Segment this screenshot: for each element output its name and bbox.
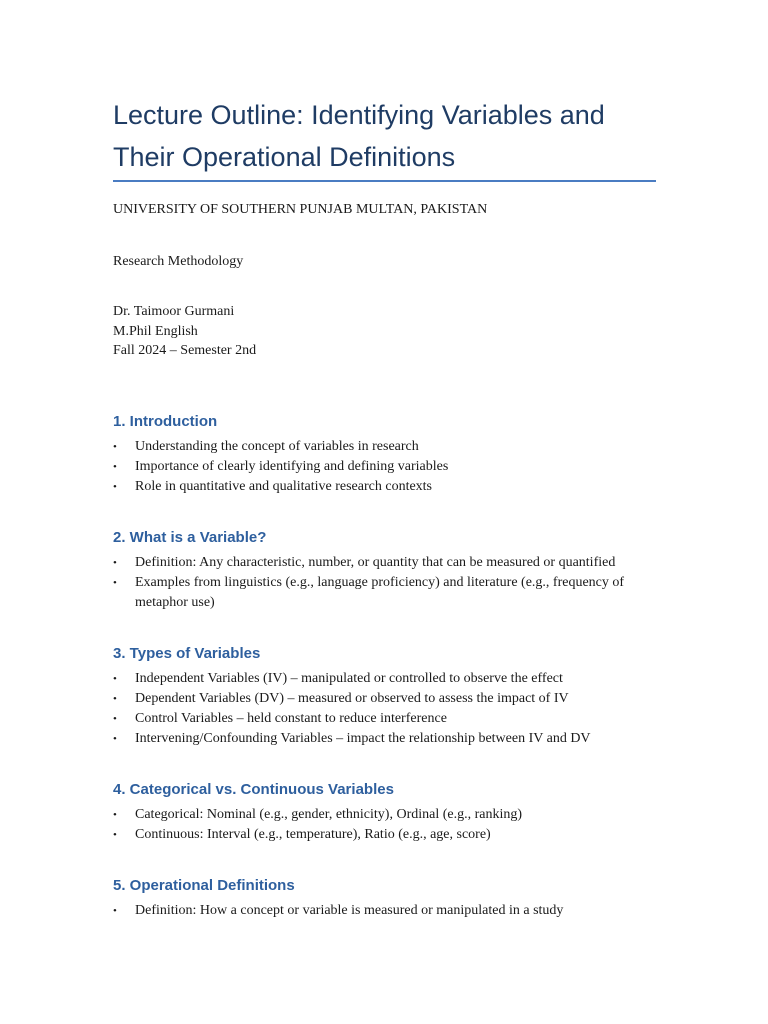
bullet-icon: •: [113, 829, 117, 841]
section-heading: 2. What is a Variable?: [113, 529, 267, 546]
bullet-icon: •: [113, 809, 117, 821]
bullet-icon: •: [113, 481, 117, 493]
list-item-text: Definition: Any characteristic, number, or quantity that can be measured or quantified: [135, 555, 616, 570]
list-item: [113, 709, 673, 729]
list-item: [113, 729, 673, 749]
bullet-list: [113, 669, 673, 749]
bullet-list: [113, 553, 673, 613]
instructor-name: Dr. Taimoor Gurmani: [113, 304, 235, 319]
list-item: [113, 825, 673, 845]
list-item: [113, 901, 673, 921]
list-item-text: Definition: How a concept or variable is measured or manipulated in a study: [135, 903, 564, 918]
bullet-icon: •: [113, 693, 117, 705]
bullet-list: [113, 901, 673, 921]
bullet-icon: •: [113, 557, 117, 569]
bullet-icon: •: [113, 733, 117, 745]
program-name: M.Phil English: [113, 324, 198, 339]
term-label: Fall 2024 – Semester 2nd: [113, 343, 257, 358]
list-item: [113, 553, 673, 573]
list-item-text: Control Variables – held constant to reduce interference: [135, 711, 447, 726]
bullet-icon: •: [113, 441, 117, 453]
list-item-text: Continuous: Interval (e.g., temperature), Ratio (e.g., age, score): [135, 827, 491, 842]
bullet-icon: •: [113, 713, 117, 725]
section-categorical-vs-continuous: [113, 780, 673, 845]
list-item-text: Categorical: Nominal (e.g., gender, ethnicity), Ordinal (e.g., ranking): [135, 807, 523, 822]
section-heading: 1. Introduction: [113, 413, 218, 430]
list-item: [113, 669, 673, 689]
list-item: [113, 689, 673, 709]
bullet-list: [113, 805, 673, 845]
section-operational-definitions: [113, 876, 673, 921]
bullet-icon: •: [113, 905, 117, 917]
bullet-icon: •: [113, 673, 117, 685]
section-heading: 3. Types of Variables: [113, 645, 261, 662]
list-item: [113, 573, 673, 613]
bullet-icon: •: [113, 461, 117, 473]
section-introduction: [113, 412, 673, 497]
list-item-text: Understanding the concept of variables in research: [135, 439, 419, 454]
list-item: [113, 805, 673, 825]
section-heading: 4. Categorical vs. Continuous Variables: [113, 781, 394, 798]
bullet-icon: •: [113, 577, 117, 589]
section-what-is-variable: [113, 528, 673, 613]
list-item: [113, 477, 673, 497]
list-item-text: Role in quantitative and qualitative research contexts: [135, 479, 433, 494]
list-item: [113, 457, 673, 477]
list-item-text: Importance of clearly identifying and defining variables: [135, 459, 449, 474]
bullet-list: [113, 437, 673, 497]
document-title: Lecture Outline: Identifying Variables and Their Operational Definitions: [113, 100, 605, 172]
list-item-text: Dependent Variables (DV) – measured or observed to assess the impact of IV: [135, 691, 569, 706]
list-item: [113, 437, 673, 457]
section-types-of-variables: [113, 644, 673, 749]
list-item-text: Intervening/Confounding Variables – impact the relationship between IV and DV: [135, 731, 591, 746]
list-item-text: Independent Variables (IV) – manipulated or controlled to observe the effect: [135, 671, 563, 686]
title-divider: [113, 180, 656, 182]
list-item-text: Examples from linguistics (e.g., language proficiency) and literature (e.g., frequency of metaphor use): [135, 575, 625, 610]
section-heading: 5. Operational Definitions: [113, 877, 295, 894]
course-name: Research Methodology: [113, 254, 244, 269]
university-name: UNIVERSITY OF SOUTHERN PUNJAB MULTAN, PAKISTAN: [113, 202, 488, 217]
